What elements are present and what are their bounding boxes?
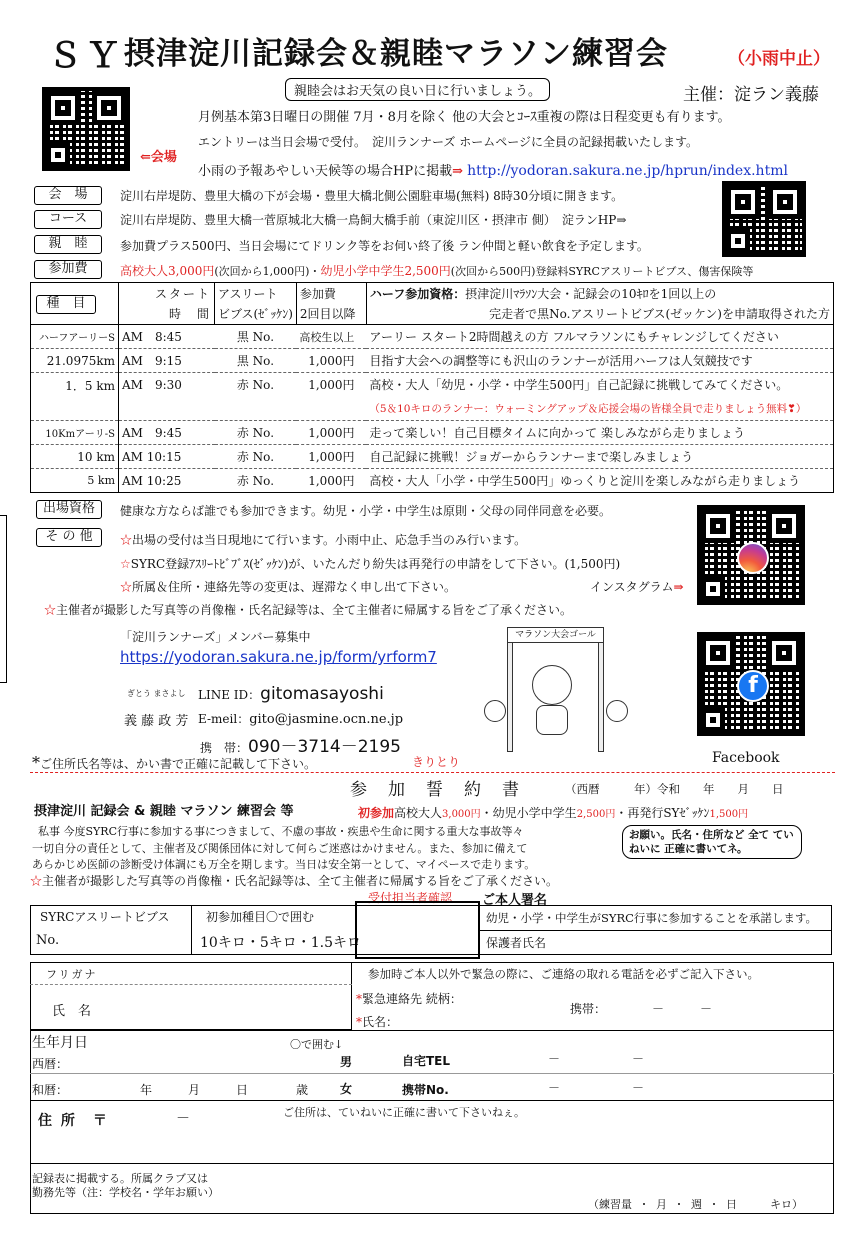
- eligibility-text: 健康な方ならば誰でも参加できます。幼児・小学・中学生は原則・父母の同伴同意を必要。: [120, 504, 612, 518]
- request-bubble: お願い。氏名・住所など 全て ていねいに 正確に書いてネ。: [622, 825, 802, 859]
- arrow-icon: ⇒: [673, 580, 684, 594]
- goal-post-left: [507, 637, 513, 752]
- fee-label: ・幼児小学中学生: [480, 806, 577, 820]
- guardian-name-field[interactable]: 保護者氏名: [486, 936, 547, 950]
- schedule-note: 月例基本第3日曜日の開催 7月・8月を除く 他の大会とｺｰｽ重複の際は日程変更も有ります。: [198, 110, 731, 125]
- club-row-top: [30, 1163, 834, 1164]
- portrait-rights: [44, 601, 572, 618]
- asterisk-icon: *: [32, 753, 40, 772]
- bib-color: 赤 No.: [215, 421, 297, 445]
- emergency-name[interactable]: [356, 1013, 398, 1030]
- bib-label: SYRCアスリートビブス: [40, 910, 170, 924]
- event-note: アーリー スタート2時間越えの方 フルマラソンにもチャレンジしてください: [369, 330, 779, 344]
- asterisk-icon: *: [356, 992, 362, 1006]
- arrow-icon: ⇒: [452, 164, 463, 179]
- friendly-bubble: 親睦会はお天気の良い日に行いましょう。: [285, 78, 550, 101]
- mobile-label: 携 帯：: [200, 741, 249, 755]
- bib-number-field[interactable]: No.: [36, 933, 60, 948]
- wareki-label[interactable]: 和暦：: [32, 1083, 69, 1097]
- pledge-body-3: あらかじめ医師の診断受け体調にも万全を期します。当日は安全第一として、マイペースで走ります。: [32, 858, 536, 871]
- social-text: 参加費プラス500円、当日会場にてドリンク等をお伺い終了後 ラン仲間と軽い飲食を予定します。: [120, 239, 649, 253]
- email: [198, 710, 403, 727]
- star-icon: ☆: [120, 557, 131, 571]
- emergency-name-label: 氏名：: [362, 1015, 399, 1029]
- postal-dash: －: [176, 1111, 190, 1127]
- pledge-body-2: 一切自分の責任として、主催者及び関係団体に対して何らご迷惑はかけません。また、参加に備えて: [32, 842, 528, 855]
- half-qualification-text2: 完走者で黒No.アスリートビブス(ゼッケン)を申請取得された方: [366, 304, 833, 325]
- bib-color: 黒 No.: [236, 330, 275, 344]
- practice-amount[interactable]: （練習量 ・ 月 ・ 週 ・ 日 キロ）: [588, 1198, 803, 1211]
- circle-note: 〇で囲む↓: [290, 1038, 344, 1051]
- other-text: 出場の受付は当日現地にて行います。小雨中止、応急手当のみ行います。: [132, 533, 527, 547]
- furigana-line: [30, 984, 352, 985]
- line-label: LINE ID：: [198, 688, 261, 702]
- organizer: 主催：淀ラン義藤: [683, 85, 819, 105]
- pledge-body-1: 私事 今度SYRC行事に参加する事につきまして、不慮の事故・疾患や生命に関する重大な事故等々: [38, 825, 524, 838]
- cut-line: [30, 772, 835, 773]
- start-time: AM 8:45: [122, 330, 182, 344]
- seireki-label[interactable]: 西暦：: [32, 1057, 69, 1071]
- fee-adult: 高校大人3,000円: [120, 264, 215, 278]
- first-event-label: 初参加種目〇で囲む: [206, 910, 315, 924]
- address-row-top: [30, 1100, 834, 1101]
- reception-box[interactable]: [355, 901, 480, 959]
- event-name: 1．5 km: [31, 373, 119, 421]
- fee-value: 2,500円: [576, 809, 616, 820]
- fee: 1,000円: [296, 373, 366, 397]
- head-start: スタート: [154, 286, 211, 301]
- goal-illustration: [480, 625, 640, 760]
- home-tel-field[interactable]: － －: [548, 1052, 645, 1066]
- emergency-mobile[interactable]: [570, 1000, 712, 1017]
- event-note: 高校・大人「小学・中学生500円」ゆっくりと淀川を楽しみながら走りましょう: [366, 469, 833, 493]
- table-row: [31, 421, 834, 445]
- bib-color: 赤 No.: [215, 469, 297, 493]
- guardian-consent: 幼児・小学・中学生がSYRC行事に参加することを承諾します。: [486, 911, 818, 925]
- birth-ymd[interactable]: 年 月 日 歳: [140, 1083, 309, 1097]
- star-icon: ☆: [120, 580, 133, 594]
- event-note: 自己記録に挑戦！ジョガーからランナーまで楽しみましょう: [366, 445, 833, 469]
- fee-label: 高校大人: [394, 806, 443, 820]
- bib-color: 黒 No.: [215, 349, 297, 373]
- page-title: 摂津淀川記録会＆親睦マラソン練習会: [124, 36, 668, 72]
- venue-qr-code[interactable]: [42, 87, 130, 171]
- start-time: AM 9:30: [119, 373, 215, 397]
- other-item-2: [120, 555, 620, 572]
- start-time: AM 10:15: [119, 445, 215, 469]
- mobile-dashes: － －: [652, 1002, 713, 1016]
- mobile-no-label: 携帯No.: [402, 1083, 449, 1097]
- head-bib2: ビブス(ｾﾞｯｹﾝ): [215, 304, 297, 325]
- event-name: 10Kmアーリ-S: [31, 421, 119, 445]
- fee-text: [120, 262, 753, 279]
- runner-icon: [532, 665, 572, 705]
- table-row: [31, 349, 834, 373]
- birth-row-top: [30, 1030, 834, 1031]
- other-text: 所属＆住所・連絡先等の変更は、遅滞なく申し出て下さい。: [132, 580, 457, 594]
- event-name: 21.0975km: [31, 349, 119, 373]
- label-venue: 会 場: [34, 186, 102, 205]
- fee-value: 3,000円: [442, 809, 481, 820]
- event-name: ハーフアーリーS: [31, 325, 119, 349]
- table-row: [31, 445, 834, 469]
- pledge-title: 参 加 誓 約 書: [350, 780, 521, 800]
- first-time-label: 初参加: [358, 806, 395, 820]
- calligraphy-text: ご住所氏名等は、かい書で正確に記載して下さい。: [40, 757, 317, 771]
- event-name: 5 km: [31, 469, 119, 493]
- label-eligibility: 出場資格: [36, 500, 102, 519]
- fee-value: 1,500円: [709, 809, 749, 820]
- asterisk-icon: *: [356, 1015, 362, 1029]
- line-id: [198, 684, 384, 704]
- first-event-options[interactable]: [200, 932, 361, 952]
- member-form-link[interactable]: https://yodoran.sakura.ne.jp/form/yrform7: [120, 648, 437, 666]
- facebook-label: Facebook: [712, 750, 780, 766]
- instagram-qr-code[interactable]: [697, 505, 805, 605]
- name-ruby: ぎとう まさよし: [127, 689, 186, 698]
- venue-arrow: ⇐会場: [140, 150, 177, 165]
- male-option[interactable]: 男: [340, 1055, 353, 1069]
- portrait-text: 主催者が撮影した写真等の肖像権・氏名記録等は、全て主催者に帰属する旨をご了承ください。: [56, 603, 573, 617]
- entry-note: エントリーは当日会場で受付。 淀川ランナーズ ホームページに全員の記録掲載いたします。: [198, 135, 699, 149]
- instagram-text: インスタグラム: [590, 580, 674, 594]
- emergency-note: 参加時ご本人以外で緊急の際に、ご連絡の取れる電話を必ずご記入下さい。: [368, 967, 759, 981]
- cheer-right-icon: [606, 700, 628, 722]
- club-label-2: 勤務先等（注：学校名・学年お願い）: [32, 1186, 219, 1199]
- pledge-date: （西暦 年）令和 年 月 日: [565, 782, 784, 796]
- signature-label: ご本人署名: [482, 893, 548, 908]
- address-label[interactable]: 住 所 〒: [38, 1113, 109, 1129]
- event-note: 走って楽しい！自己目標タイムに向かって 楽しみながら走りましょう: [366, 421, 833, 445]
- edge-bracket: [0, 515, 7, 683]
- fee-label: ・再発行SYｾﾞｯｹﾝ: [615, 806, 710, 820]
- star-icon: ☆: [30, 874, 43, 888]
- reception-check-label: 受付担当者確認: [368, 891, 453, 905]
- label-social: 親 睦: [34, 235, 102, 254]
- fee: 1,000円: [296, 469, 366, 493]
- address-note: ご住所は、ていねいに正確に書いて下さいねぇ。: [283, 1106, 525, 1119]
- event-note: 目指す大会への調整等にも沢山のランナーが活用ハーフは人気競技です: [366, 349, 833, 373]
- half-qualification: ハーフ参加資格：: [369, 286, 466, 301]
- other-item-1: [120, 531, 526, 548]
- rain-cancel-note: （小雨中止）: [728, 49, 830, 69]
- table-row: [31, 373, 834, 397]
- schedule-table: [30, 282, 834, 493]
- facebook-qr-code[interactable]: [697, 632, 805, 736]
- homepage-link[interactable]: http://yodoran.sakura.ne.jp/hprun/index.html: [467, 163, 788, 179]
- fee-child: 幼児小学中学生2,500円: [320, 264, 451, 278]
- pledge-event: 摂津淀川 記録会 & 親睦 マラソン 練習会 等: [34, 804, 294, 819]
- table-row: [31, 469, 834, 493]
- emergency-label: 緊急連絡先 続柄：: [362, 992, 462, 1006]
- star-icon: ☆: [44, 603, 57, 617]
- contact-name: 義 藤 政 芳: [124, 714, 189, 729]
- table-row: [31, 325, 834, 349]
- star-icon: ☆: [120, 533, 133, 547]
- fee: 1,000円: [296, 445, 366, 469]
- bib-color: 赤 No.: [215, 373, 297, 397]
- birth-row-mid: [30, 1073, 834, 1074]
- first-event-choices[interactable]: 10キロ・5キロ・1.5キロ: [200, 935, 361, 951]
- start-time: AM 9:15: [119, 349, 215, 373]
- guardian-divider: [480, 930, 832, 931]
- mobile-no-field[interactable]: － －: [548, 1081, 645, 1095]
- fee-adult-next: (次回から1,000円)・: [214, 265, 321, 278]
- name-label[interactable]: 氏 名: [52, 1004, 92, 1019]
- birth-label: 生年月日: [32, 1035, 88, 1051]
- head-fee: 参加費: [296, 283, 366, 304]
- start-time: AM 9:45: [119, 421, 215, 445]
- sy-mark: ＳＹ: [48, 36, 124, 76]
- bib-color: 赤 No.: [215, 445, 297, 469]
- label-other: そ の 他: [36, 528, 102, 547]
- half-qualification-text: 摂津淀川ﾏﾗｿﾝ大会・記録会の10ｷﾛを1回以上の: [465, 286, 717, 301]
- club-label-1: 記録表に掲載する。所属クラブ又は: [32, 1172, 208, 1185]
- female-option[interactable]: 女: [340, 1082, 353, 1096]
- email-value: gito@jasmine.ocn.ne.jp: [249, 712, 404, 727]
- goal-post-right: [598, 637, 604, 752]
- home-tel-label: 自宅TEL: [402, 1054, 451, 1068]
- pledge-portrait: [30, 872, 558, 889]
- cheer-left-icon: [484, 700, 506, 722]
- table-row: [31, 397, 834, 421]
- cut-label: きりとり: [412, 755, 461, 769]
- runner-body: [536, 705, 568, 735]
- goal-banner: マラソン大会ゴール: [507, 627, 604, 643]
- email-label: E-meil：: [198, 712, 250, 726]
- event-subnote: （5＆10キロのランナー：ウォーミングアップ＆応援会場の皆様全員で走りましょう無料❣）: [369, 402, 807, 415]
- head-bib: アスリート: [215, 283, 297, 304]
- mobile-label: 携帯：: [570, 1002, 607, 1016]
- furigana-label: フリガナ: [46, 968, 98, 981]
- instagram-icon: [737, 542, 769, 574]
- head-time: 時 間: [168, 307, 211, 322]
- event-note: 高校・大人「幼児・小学・中学生500円」自己記録に挑戦してみてください。: [366, 373, 833, 397]
- fee: 高校生以上: [299, 330, 355, 344]
- label-course: コース: [34, 210, 102, 229]
- label-fee: 参加費: [34, 260, 102, 279]
- start-time: AM 10:25: [119, 469, 215, 493]
- course-text: 淀川右岸堤防、豊里大橋一菅原城北大橋一鳥飼大橋手前（東淀川区・摂津市 側） 淀ランHP⇒: [120, 213, 627, 227]
- fee: 1,000円: [296, 349, 366, 373]
- calligraphy-note: [32, 753, 316, 772]
- weather-note: [198, 160, 788, 179]
- pledge-fees: [358, 804, 748, 821]
- member-recruit: 「淀川ランナーズ」メンバー募集中: [120, 630, 311, 644]
- fee: 1,000円: [296, 421, 366, 445]
- hp-qr-code[interactable]: [722, 181, 806, 257]
- fee-child-next: (次回から500円)登録料SYRCアスリートビブス、傷害保険等: [450, 265, 754, 278]
- instagram-label: [590, 578, 684, 595]
- mobile-value: 090－3714－2195: [248, 737, 401, 757]
- other-item-3: [120, 578, 456, 595]
- head-fee2: 2回目以降: [296, 304, 366, 325]
- weather-text: 小雨の予報あやしい天候等の場合HPに掲載: [198, 164, 453, 179]
- pledge-portrait-text: 主催者が撮影した写真等の肖像権・氏名記録等は、全て主催者に帰属する旨をご了承ください。: [42, 874, 559, 888]
- event-name: 10 km: [31, 445, 119, 469]
- emergency-relation[interactable]: [356, 990, 462, 1007]
- other-text: SYRC登録ｱｽﾘｰﾄﾋﾞﾌﾞｽ(ｾﾞｯｹﾝ)が、いたんだり紛失は再発行の申請をして下さい。(1,500円): [130, 557, 621, 571]
- label-events: 種 目: [36, 295, 96, 314]
- facebook-icon: f: [737, 670, 769, 702]
- venue-text: 淀川右岸堤防、豊里大橋の下が会場・豊里大橋北側公園駐車場(無料) 8時30分頃に開きます。: [120, 189, 624, 203]
- line-id-value: gitomasayoshi: [260, 684, 384, 704]
